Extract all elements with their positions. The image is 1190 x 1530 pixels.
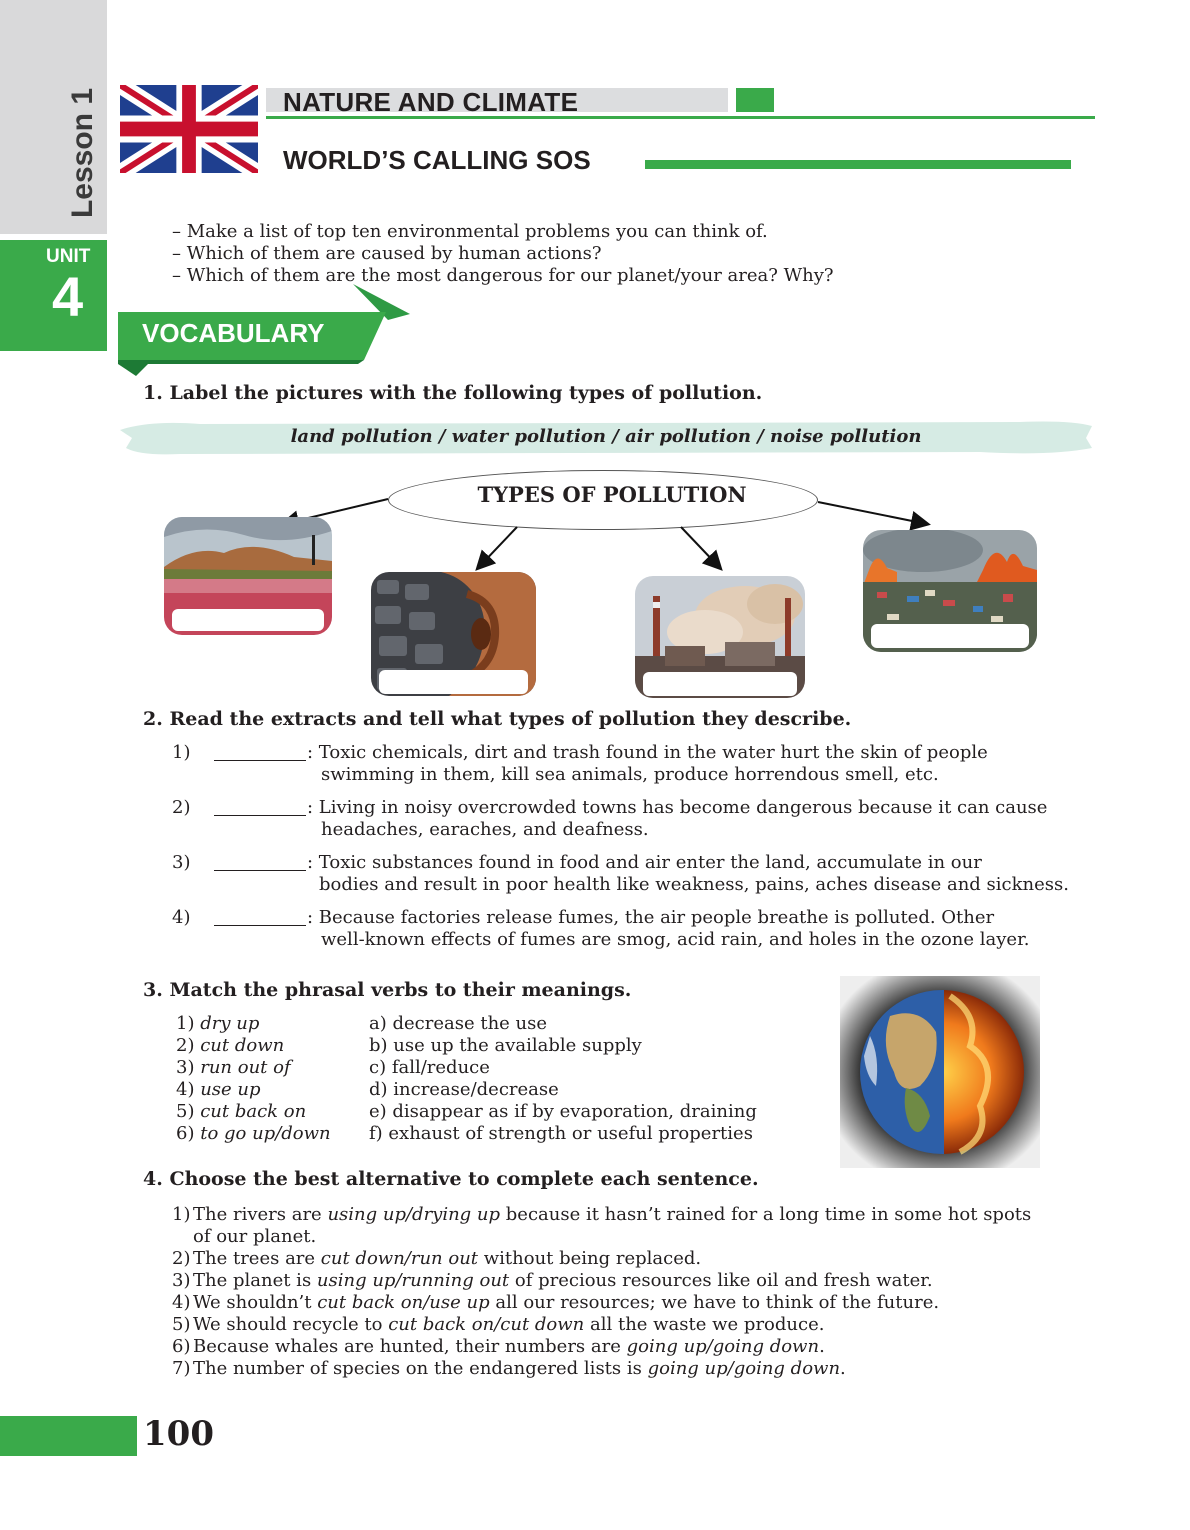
ex4-sentence-cont: of our planet.	[193, 1226, 317, 1247]
text: going up/going down	[626, 1336, 820, 1357]
text: 6)	[176, 1123, 195, 1144]
lesson-subtitle: WORLD’S CALLING SOS	[283, 145, 591, 175]
garbage-pollution-photo	[863, 530, 1037, 652]
text: using up/running out	[316, 1270, 510, 1291]
ex2-item-number: 2)	[172, 797, 191, 818]
text: 1)	[176, 1013, 195, 1034]
ex2-item-text: bodies and result in poor health like weakness, pains, aches disease and sickness.	[319, 874, 1069, 895]
unit-label: UNIT	[46, 246, 91, 267]
ex4-item	[172, 1336, 190, 1358]
text: 7)	[172, 1358, 191, 1379]
exercise-3-heading: 3. Match the phrasal verbs to their meanings.	[143, 979, 632, 1001]
text: .	[840, 1358, 846, 1379]
text: 4)	[172, 1292, 191, 1313]
text: of precious resources like oil and fresh water.	[509, 1270, 933, 1291]
phrasal-verb-item	[176, 1101, 306, 1123]
unit-number: 4	[52, 265, 84, 328]
text: The rivers are	[193, 1204, 328, 1225]
warmup-question: – Which of them are caused by human actions?	[172, 243, 602, 264]
ex2-item-number: 3)	[172, 852, 191, 873]
warmup-question: – Make a list of top ten environmental problems you can think of.	[172, 221, 768, 242]
text: 5)	[176, 1101, 195, 1122]
ex4-sentence	[193, 1270, 933, 1292]
meaning-item: c) fall/reduce	[369, 1057, 490, 1078]
text: 2)	[176, 1035, 195, 1056]
burning-earth-image	[840, 976, 1040, 1168]
text: 6)	[172, 1336, 191, 1357]
text: We should recycle to	[193, 1314, 389, 1335]
text: use up	[200, 1079, 261, 1100]
text: because it hasn’t rained for a long time in some hot spots	[500, 1204, 1032, 1225]
text: cut down	[200, 1035, 285, 1056]
answer-label-box[interactable]	[643, 672, 797, 696]
text: 2)	[172, 1248, 191, 1269]
text: The number of species on the endangered lists is	[193, 1358, 648, 1379]
answer-blank[interactable]	[214, 744, 306, 761]
meaning-item: d) increase/decrease	[369, 1079, 559, 1100]
meaning-item: a) decrease the use	[369, 1013, 548, 1034]
exercise-2-heading: 2. Read the extracts and tell what types of pollution they describe.	[143, 708, 852, 730]
ex4-sentence	[193, 1204, 1031, 1226]
ex2-item-text: : Living in noisy overcrowded towns has become dangerous because it can cause	[307, 797, 1048, 818]
ex2-item-text: : Toxic substances found in food and air enter the land, accumulate in our	[307, 852, 982, 873]
text: .	[819, 1336, 825, 1357]
text: to go up/down	[200, 1123, 331, 1144]
exercise-4-heading: 4. Choose the best alternative to complete each sentence.	[143, 1168, 759, 1190]
text: The planet is	[193, 1270, 317, 1291]
phrasal-verb-item	[176, 1079, 261, 1101]
meaning-item: f) exhaust of strength or useful properties	[369, 1123, 753, 1144]
text: Lesson 1	[66, 87, 99, 219]
text: cut back on/use up	[317, 1292, 490, 1313]
text: all our resources; we have to think of the future.	[489, 1292, 940, 1313]
text: Because whales are hunted, their numbers are	[193, 1336, 627, 1357]
land-pollution-photo	[164, 517, 332, 635]
phrasal-verb-item	[176, 1035, 284, 1057]
text: dry up	[200, 1013, 260, 1034]
page-number-bar	[0, 1416, 137, 1456]
text: cut back on/cut down	[388, 1314, 585, 1335]
answer-blank[interactable]	[214, 854, 306, 871]
answer-blank[interactable]	[214, 799, 306, 816]
phrasal-verb-item	[176, 1123, 331, 1145]
meaning-item: e) disappear as if by evaporation, draining	[369, 1101, 757, 1122]
text: 5)	[172, 1314, 191, 1335]
answer-label-box[interactable]	[379, 670, 528, 694]
word-list: land pollution / water pollution / air pollution / noise pollution	[290, 426, 922, 447]
text: 1)	[172, 1204, 191, 1225]
text: run out of	[200, 1057, 291, 1078]
text: 3)	[176, 1057, 195, 1078]
ex4-item	[172, 1314, 190, 1336]
ex2-item-text: : Toxic chemicals, dirt and trash found in the water hurt the skin of people	[307, 742, 988, 763]
ex2-item-text: well-known effects of fumes are smog, acid rain, and holes in the ozone layer.	[321, 929, 1030, 950]
phrasal-verb-item	[176, 1013, 259, 1035]
warmup-question: – Which of them are the most dangerous for our planet/your area? Why?	[172, 265, 834, 286]
ex4-item	[172, 1248, 190, 1270]
text: We shouldn’t	[193, 1292, 318, 1313]
text: all the waste we produce.	[584, 1314, 825, 1335]
ex4-sentence	[193, 1314, 824, 1336]
text: 3)	[172, 1270, 191, 1291]
ex4-sentence	[193, 1248, 701, 1270]
ex4-sentence	[193, 1292, 939, 1314]
ex2-item-text: swimming in them, kill sea animals, produce horrendous smell, etc.	[321, 764, 939, 785]
page-number: 100	[143, 1414, 214, 1454]
text: without being replaced.	[478, 1248, 702, 1269]
diagram-title: TYPES OF POLLUTION	[477, 482, 747, 507]
ex2-item-number: 1)	[172, 742, 191, 763]
text: cut down/run out	[320, 1248, 479, 1269]
ex4-sentence	[193, 1336, 825, 1358]
ex2-item-text: : Because factories release fumes, the air people breathe is polluted. Other	[307, 907, 995, 928]
ex2-item-text: headaches, earaches, and deafness.	[321, 819, 649, 840]
text: 4)	[176, 1079, 195, 1100]
ex4-sentence	[193, 1358, 846, 1380]
text: using up/drying up	[327, 1204, 501, 1225]
exercise-1-heading: 1. Label the pictures with the following types of pollution.	[143, 382, 763, 404]
answer-label-box[interactable]	[871, 624, 1029, 648]
meaning-item: b) use up the available supply	[369, 1035, 642, 1056]
page-title: NATURE AND CLIMATE	[283, 87, 579, 117]
noise-pollution-photo	[371, 572, 536, 696]
ex2-item-number: 4)	[172, 907, 191, 928]
ex4-item	[172, 1358, 190, 1380]
text: cut back on	[200, 1101, 307, 1122]
ex4-item	[172, 1292, 190, 1314]
ex4-item	[172, 1270, 190, 1292]
answer-blank[interactable]	[214, 909, 306, 926]
vocabulary-label: VOCABULARY	[142, 318, 325, 348]
text: going up/going down	[647, 1358, 841, 1379]
air-pollution-photo	[635, 576, 805, 698]
phrasal-verb-item	[176, 1057, 291, 1079]
answer-label-box[interactable]	[172, 609, 324, 631]
text: The trees are	[193, 1248, 321, 1269]
ex4-item	[172, 1204, 190, 1226]
